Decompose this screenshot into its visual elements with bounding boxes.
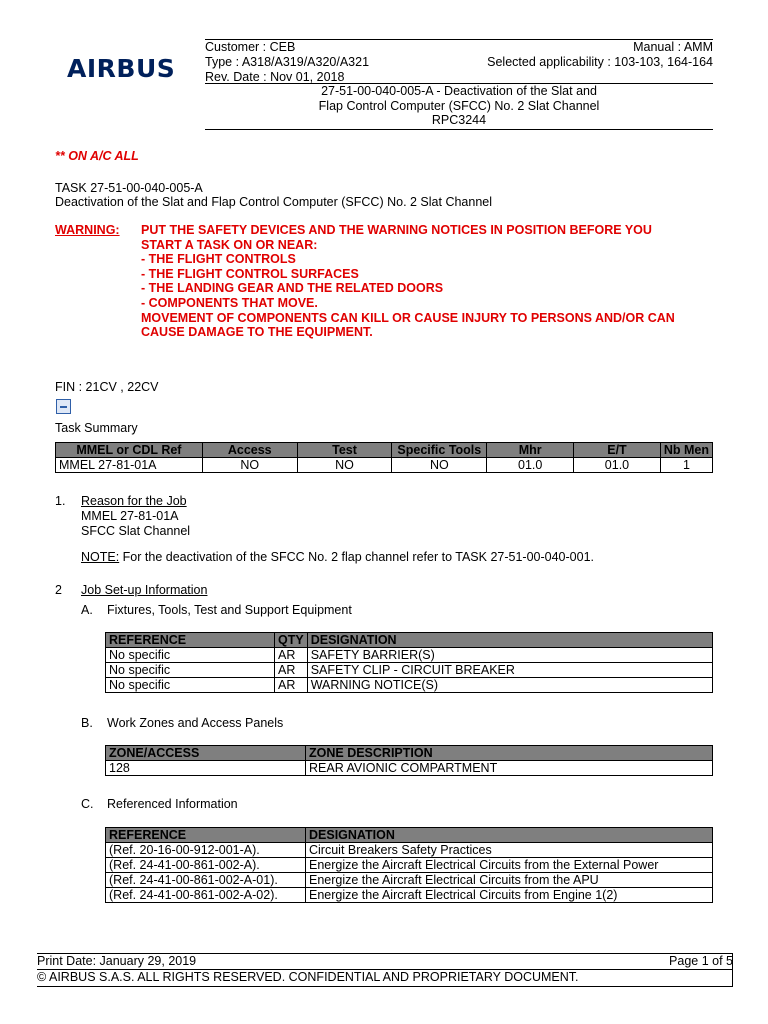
- table-header-row: [56, 443, 713, 458]
- copyright: © AIRBUS S.A.S. ALL RIGHTS RESERVED. CONFIDENTIAL AND PROPRIETARY DOCUMENT.: [37, 970, 579, 984]
- warning-line: - THE FLIGHT CONTROLS: [141, 252, 296, 267]
- table-cell: No specific: [106, 678, 275, 693]
- header-applicability: Selected applicability : 103-103, 164-164: [487, 55, 713, 69]
- warning-line: START A TASK ON OR NEAR:: [141, 237, 318, 252]
- subsection-c-letter: C.: [81, 797, 94, 811]
- table-row: [106, 678, 713, 693]
- table-cell: Circuit Breakers Safety Practices: [306, 843, 713, 858]
- table-cell: (Ref. 24-41-00-861-002-A-01).: [106, 873, 306, 888]
- tools-table: [105, 632, 713, 693]
- section-2-title: Job Set-up Information: [81, 583, 208, 597]
- effectivity-label: ** ON A/C ALL: [55, 149, 139, 163]
- header-title-line-3: RPC3244: [431, 113, 487, 127]
- collapse-icon[interactable]: [56, 399, 71, 414]
- fin-label: FIN : 21CV , 22CV: [55, 380, 159, 394]
- section-1-number: 1.: [55, 494, 66, 508]
- section-1-note: [81, 550, 594, 564]
- column-header: Nb Men: [660, 443, 712, 458]
- table-row: [106, 843, 713, 858]
- table-cell: Energize the Aircraft Electrical Circuits from the External Power: [306, 858, 713, 873]
- subsection-a-letter: A.: [81, 603, 93, 617]
- task-summary-label: Task Summary: [55, 421, 138, 435]
- header-bottom-rule: [205, 129, 713, 130]
- table-cell: (Ref. 24-41-00-861-002-A-02).: [106, 888, 306, 903]
- task-title: Deactivation of the Slat and Flap Control Computer (SFCC) No. 2 Slat Channel: [55, 195, 493, 209]
- subsection-a-title: Fixtures, Tools, Test and Support Equipment: [107, 603, 352, 617]
- header-row-1: [205, 40, 713, 55]
- table-cell: AR: [275, 663, 308, 678]
- zones-table: [105, 745, 713, 776]
- table-cell: REAR AVIONIC COMPARTMENT: [306, 761, 713, 776]
- document-header: [205, 40, 713, 85]
- footer-right-rule: [732, 953, 733, 986]
- table-cell: SAFETY CLIP - CIRCUIT BREAKER: [307, 663, 712, 678]
- note-text: For the deactivation of the SFCC No. 2 flap channel refer to TASK 27-51-00-040-001.: [119, 550, 595, 564]
- column-header: REFERENCE: [106, 633, 275, 648]
- table-cell: 1: [660, 458, 712, 473]
- warning-text: [141, 223, 675, 340]
- table-row: [106, 663, 713, 678]
- subsection-b-letter: B.: [81, 716, 93, 730]
- section-2-number: 2: [55, 583, 62, 597]
- note-label: NOTE:: [81, 550, 120, 564]
- warning-line: - COMPONENTS THAT MOVE.: [141, 295, 318, 310]
- column-header: Test: [297, 443, 392, 458]
- table-cell: SAFETY BARRIER(S): [307, 648, 712, 663]
- section-1-title: Reason for the Job: [81, 494, 187, 508]
- table-cell: WARNING NOTICE(S): [307, 678, 712, 693]
- header-rev-date: Rev. Date : Nov 01, 2018: [205, 70, 345, 84]
- table-cell: AR: [275, 678, 308, 693]
- section-1-line: SFCC Slat Channel: [81, 524, 191, 538]
- header-row-2: [205, 55, 713, 70]
- column-header: E/T: [574, 443, 661, 458]
- subsection-c-title: Referenced Information: [107, 797, 238, 811]
- column-header: MMEL or CDL Ref: [56, 443, 203, 458]
- header-title-line-2: Flap Control Computer (SFCC) No. 2 Slat Channel: [318, 98, 600, 113]
- column-header: DESIGNATION: [306, 828, 713, 843]
- footer-bottom-rule: [37, 986, 733, 987]
- table-header-row: [106, 828, 713, 843]
- table-header-row: [106, 633, 713, 648]
- column-header: ZONE/ACCESS: [106, 746, 306, 761]
- table-cell: (Ref. 20-16-00-912-001-A).: [106, 843, 306, 858]
- table-row: [106, 888, 713, 903]
- column-header: QTY: [275, 633, 308, 648]
- warning-line: MOVEMENT OF COMPONENTS CAN KILL OR CAUSE INJURY TO PERSONS AND/OR CAN: [141, 310, 675, 325]
- footer-row: [37, 954, 733, 969]
- column-header: Specific Tools: [392, 443, 487, 458]
- task-summary-table: [55, 442, 713, 473]
- subsection-b-title: Work Zones and Access Panels: [107, 716, 284, 730]
- table-cell: 128: [106, 761, 306, 776]
- table-cell: AR: [275, 648, 308, 663]
- warning-label: WARNING:: [55, 223, 120, 237]
- table-header-row: [106, 746, 713, 761]
- column-header: REFERENCE: [106, 828, 306, 843]
- table-cell: Energize the Aircraft Electrical Circuits from the APU: [306, 873, 713, 888]
- table-cell: NO: [202, 458, 297, 473]
- table-row: [106, 648, 713, 663]
- column-header: DESIGNATION: [307, 633, 712, 648]
- table-cell: MMEL 27-81-01A: [56, 458, 203, 473]
- table-cell: No specific: [106, 648, 275, 663]
- warning-line: PUT THE SAFETY DEVICES AND THE WARNING NOTICES IN POSITION BEFORE YOU: [141, 223, 652, 237]
- table-row: [106, 873, 713, 888]
- task-id: TASK 27-51-00-040-005-A: [55, 181, 203, 195]
- column-header: Mhr: [487, 443, 574, 458]
- column-header: ZONE DESCRIPTION: [306, 746, 713, 761]
- warning-line: CAUSE DAMAGE TO THE EQUIPMENT.: [141, 325, 373, 340]
- table-row: [106, 761, 713, 776]
- header-type: Type : A318/A319/A320/A321: [205, 55, 370, 69]
- header-manual: Manual : AMM: [633, 40, 713, 54]
- referenced-info-table: [105, 827, 713, 903]
- print-date: Print Date: January 29, 2019: [37, 954, 197, 968]
- warning-line: - THE LANDING GEAR AND THE RELATED DOORS: [141, 281, 444, 296]
- table-cell: 01.0: [487, 458, 574, 473]
- airbus-logo: AIRBUS: [67, 54, 176, 83]
- page-number: Page 1 of 5: [669, 954, 733, 968]
- table-cell: Energize the Aircraft Electrical Circuits from Engine 1(2): [306, 888, 713, 903]
- warning-line: - THE FLIGHT CONTROL SURFACES: [141, 266, 359, 281]
- header-title-line-1: 27-51-00-040-005-A - Deactivation of the Slat and: [321, 84, 597, 98]
- header-title-block: [205, 84, 713, 128]
- table-cell: 01.0: [574, 458, 661, 473]
- section-1-line: MMEL 27-81-01A: [81, 509, 179, 523]
- column-header: Access: [202, 443, 297, 458]
- table-row: [106, 858, 713, 873]
- table-cell: NO: [297, 458, 392, 473]
- header-customer: Customer : CEB: [205, 40, 296, 54]
- table-cell: NO: [392, 458, 487, 473]
- table-cell: (Ref. 24-41-00-861-002-A).: [106, 858, 306, 873]
- table-cell: No specific: [106, 663, 275, 678]
- table-row: [56, 458, 713, 473]
